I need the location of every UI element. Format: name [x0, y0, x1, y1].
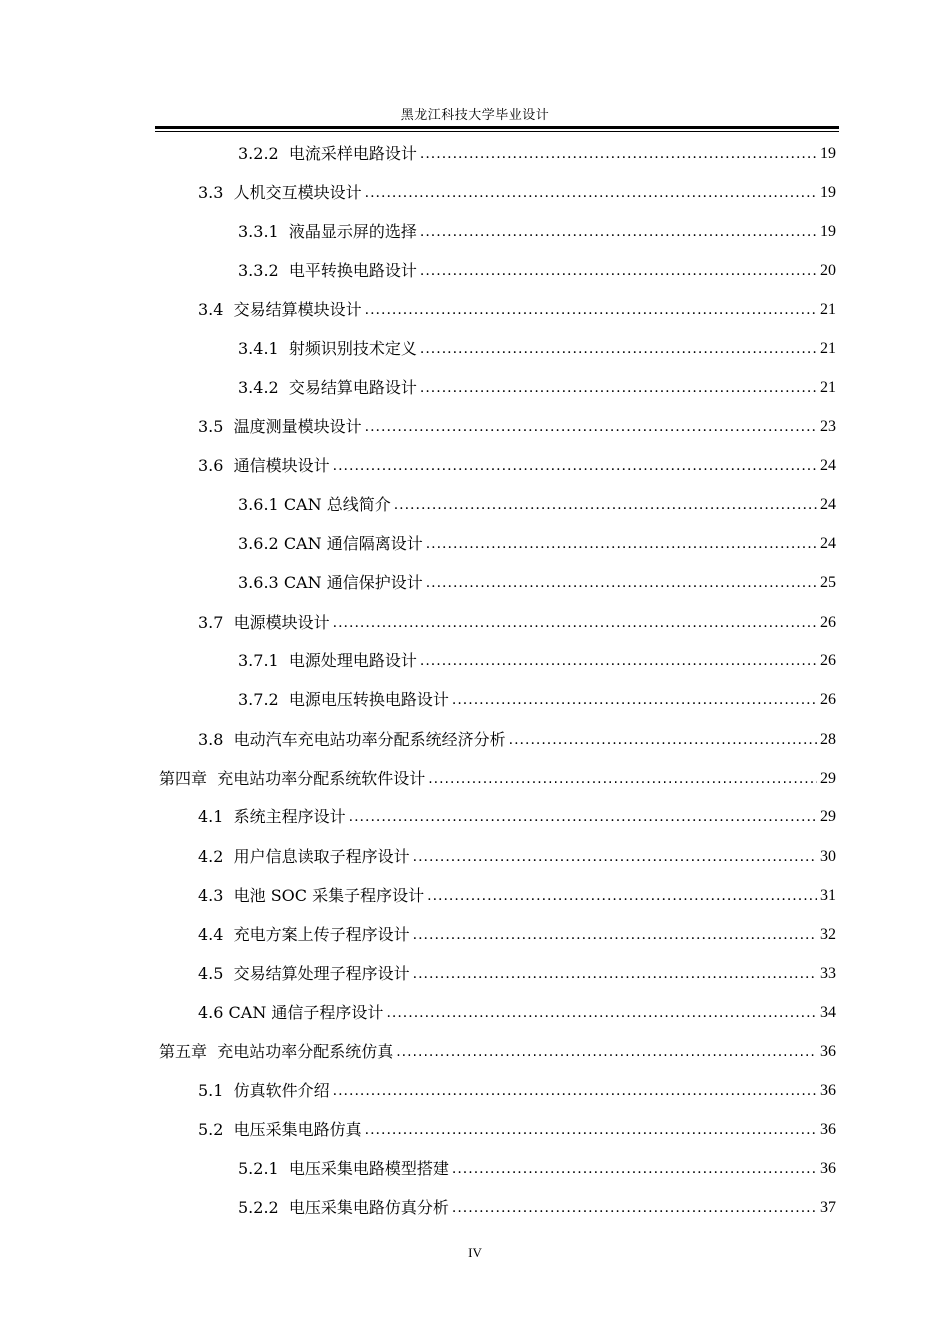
toc-dot-leader — [452, 1159, 817, 1179]
toc-dot-leader — [420, 339, 817, 359]
toc-entry-page: 31 — [820, 887, 836, 904]
toc-entry-page: 21 — [820, 301, 836, 318]
toc-entry-title: 电压采集电路模型搭建 — [288, 1159, 449, 1178]
toc-dot-leader — [413, 964, 817, 984]
toc-dot-leader — [452, 690, 817, 710]
toc-entry-page: 30 — [820, 848, 836, 865]
toc-dot-leader — [427, 886, 817, 906]
toc-entry-page: 26 — [820, 691, 836, 708]
toc-entry-page: 19 — [820, 145, 836, 162]
toc-entry[interactable] — [198, 175, 836, 203]
toc-entry[interactable] — [198, 292, 836, 320]
toc-entry-number: 3.7.1 — [238, 651, 279, 670]
toc-entry-page: 19 — [820, 184, 836, 201]
toc-dot-leader — [394, 495, 817, 515]
toc-entry-page: 29 — [820, 770, 836, 787]
toc-dot-leader — [420, 261, 817, 281]
toc-chapter-title: 充电站功率分配系统仿真 — [217, 1042, 394, 1061]
toc-entry-title: 电压采集电路仿真分析 — [288, 1198, 449, 1217]
toc-dot-leader — [413, 925, 817, 945]
toc-entry-number: 4.6 — [198, 1003, 224, 1022]
toc-entry[interactable] — [198, 995, 836, 1023]
toc-dot-leader — [428, 769, 817, 789]
toc-entry-page: 36 — [820, 1043, 836, 1060]
toc-entry[interactable] — [198, 839, 836, 867]
toc-entry[interactable] — [238, 526, 836, 554]
toc-entry[interactable] — [198, 448, 836, 476]
toc-entry-page: 24 — [820, 457, 836, 474]
toc-entry[interactable] — [238, 1151, 836, 1179]
toc-dot-leader — [413, 847, 817, 867]
toc-entry-number: 3.3.1 — [238, 222, 279, 241]
toc-entry-title: 电压采集电路仿真 — [233, 1120, 362, 1139]
toc-entry-title: CAN 通信保护设计 — [283, 573, 423, 592]
toc-dot-leader — [426, 573, 817, 593]
toc-entry-number: 3.3 — [198, 183, 224, 202]
toc-entry-page: 36 — [820, 1121, 836, 1138]
toc-entry-page: 28 — [820, 731, 836, 748]
toc-entry-number: 4.2 — [198, 847, 224, 866]
toc-entry-number: 3.4.2 — [238, 378, 279, 397]
toc-entry-title: 电源电压转换电路设计 — [288, 690, 449, 709]
toc-entry[interactable] — [238, 1190, 836, 1218]
toc-dot-leader — [365, 300, 817, 320]
toc-entry[interactable] — [238, 331, 836, 359]
toc-entry-number: 3.3.2 — [238, 261, 279, 280]
toc-entry-number: 4.3 — [198, 886, 224, 905]
toc-entry[interactable] — [198, 605, 836, 633]
toc-entry[interactable] — [198, 1073, 836, 1101]
toc-entry[interactable] — [238, 253, 836, 281]
toc-dot-leader — [509, 730, 817, 750]
toc-entry-page: 21 — [820, 340, 836, 357]
toc-entry[interactable] — [238, 136, 836, 164]
toc-entry-title: 用户信息读取子程序设计 — [233, 847, 410, 866]
toc-entry-page: 33 — [820, 965, 836, 982]
toc-dot-leader — [420, 144, 817, 164]
toc-entry-number: 3.4 — [198, 300, 224, 319]
toc-entry-title: 电流采样电路设计 — [288, 144, 417, 163]
toc-entry-page: 34 — [820, 1004, 836, 1021]
toc-entry-title: 电池 SOC 采集子程序设计 — [233, 886, 425, 905]
toc-entry-number: 3.6.3 — [238, 573, 279, 592]
toc-entry-page: 32 — [820, 926, 836, 943]
toc-dot-leader — [420, 651, 817, 671]
toc-dot-leader — [452, 1198, 817, 1218]
toc-entry[interactable] — [238, 643, 836, 671]
toc-entry-number: 3.2.2 — [238, 144, 279, 163]
toc-entry[interactable] — [198, 799, 836, 827]
toc-dot-leader — [365, 417, 817, 437]
toc-entry-number: 3.7.2 — [238, 690, 279, 709]
toc-chapter-title: 充电站功率分配系统软件设计 — [217, 769, 426, 788]
toc-entry-number: 5.2.2 — [238, 1198, 279, 1217]
toc-chapter-entry[interactable] — [159, 761, 836, 789]
toc-entry-title: 液晶显示屏的选择 — [288, 222, 417, 241]
toc-entry-number: 3.7 — [198, 613, 224, 632]
toc-dot-leader — [396, 1042, 817, 1062]
toc-entry-number: 5.2.1 — [238, 1159, 279, 1178]
toc-entry-page: 25 — [820, 574, 836, 591]
toc-entry-title: 交易结算模块设计 — [233, 300, 362, 319]
toc-entry-number: 5.2 — [198, 1120, 224, 1139]
toc-entry-title: CAN 总线简介 — [283, 495, 391, 514]
toc-entry-title: 通信模块设计 — [233, 456, 330, 475]
header-rule-thin — [155, 131, 839, 132]
toc-dot-leader — [365, 183, 817, 203]
toc-entry-page: 21 — [820, 379, 836, 396]
toc-entry-title: 射频识别技术定义 — [288, 339, 417, 358]
toc-entry-page: 29 — [820, 808, 836, 825]
toc-entry-title: CAN 通信隔离设计 — [283, 534, 423, 553]
toc-entry-title: 交易结算处理子程序设计 — [233, 964, 410, 983]
toc-entry-page: 24 — [820, 535, 836, 552]
toc-dot-leader — [333, 1081, 817, 1101]
toc-entry[interactable] — [198, 1112, 836, 1140]
toc-entry-number: 3.4.1 — [238, 339, 279, 358]
toc-dot-leader — [349, 807, 817, 827]
toc-dot-leader — [386, 1003, 817, 1023]
toc-entry-number: 4.4 — [198, 925, 224, 944]
toc-entry-title: 人机交互模块设计 — [233, 183, 362, 202]
toc-entry-number: 4.5 — [198, 964, 224, 983]
toc-entry-number: 5.1 — [198, 1081, 224, 1100]
toc-chapter-number: 第四章 — [159, 769, 208, 788]
toc-dot-leader — [420, 222, 817, 242]
toc-entry-page: 36 — [820, 1160, 836, 1177]
toc-chapter-entry[interactable] — [159, 1034, 836, 1062]
toc-entry[interactable] — [198, 409, 836, 437]
toc-entry-title: 电源模块设计 — [233, 613, 330, 632]
toc-entry[interactable] — [198, 956, 836, 984]
page-header-title: 黑龙江科技大学毕业设计 — [400, 108, 550, 123]
toc-entry-page: 36 — [820, 1082, 836, 1099]
toc-chapter-number: 第五章 — [159, 1042, 208, 1061]
toc-entry-page: 26 — [820, 614, 836, 631]
toc-entry-title: 仿真软件介绍 — [233, 1081, 330, 1100]
toc-entry-page: 19 — [820, 223, 836, 240]
toc-entry-title: 交易结算电路设计 — [288, 378, 417, 397]
toc-entry-page: 37 — [820, 1199, 836, 1216]
page-number: IV — [468, 1245, 482, 1260]
toc-entry-number: 3.6.1 — [238, 495, 279, 514]
toc-entry-page: 26 — [820, 652, 836, 669]
toc-dot-leader — [333, 613, 817, 633]
toc-entry-number: 3.6 — [198, 456, 224, 475]
toc-entry-title: 电平转换电路设计 — [288, 261, 417, 280]
toc-entry-page: 23 — [820, 418, 836, 435]
toc-entry[interactable] — [238, 370, 836, 398]
toc-entry-number: 3.8 — [198, 730, 224, 749]
toc-dot-leader — [426, 534, 817, 554]
toc-entry-number: 3.6.2 — [238, 534, 279, 553]
toc-entry-title: 温度测量模块设计 — [233, 417, 362, 436]
toc-entry[interactable] — [238, 487, 836, 515]
toc-entry[interactable] — [198, 917, 836, 945]
toc-entry-page: 20 — [820, 262, 836, 279]
toc-entry[interactable] — [198, 878, 836, 906]
toc-entry[interactable] — [238, 565, 836, 593]
toc-entry-page: 24 — [820, 496, 836, 513]
toc-entry-title: 充电方案上传子程序设计 — [233, 925, 410, 944]
toc-entry-title: CAN 通信子程序设计 — [228, 1003, 384, 1022]
toc-entry[interactable] — [198, 722, 836, 750]
header-rule-thick — [155, 126, 839, 129]
toc-dot-leader — [333, 456, 817, 476]
toc-entry-number: 3.5 — [198, 417, 224, 436]
toc-entry[interactable] — [238, 214, 836, 242]
toc-dot-leader — [420, 378, 817, 398]
toc-entry-title: 电源处理电路设计 — [288, 651, 417, 670]
toc-entry-number: 4.1 — [198, 807, 224, 826]
toc-entry-title: 电动汽车充电站功率分配系统经济分析 — [233, 730, 506, 749]
toc-entry[interactable] — [238, 682, 836, 710]
toc-entry-title: 系统主程序设计 — [233, 807, 346, 826]
toc-dot-leader — [365, 1120, 817, 1140]
